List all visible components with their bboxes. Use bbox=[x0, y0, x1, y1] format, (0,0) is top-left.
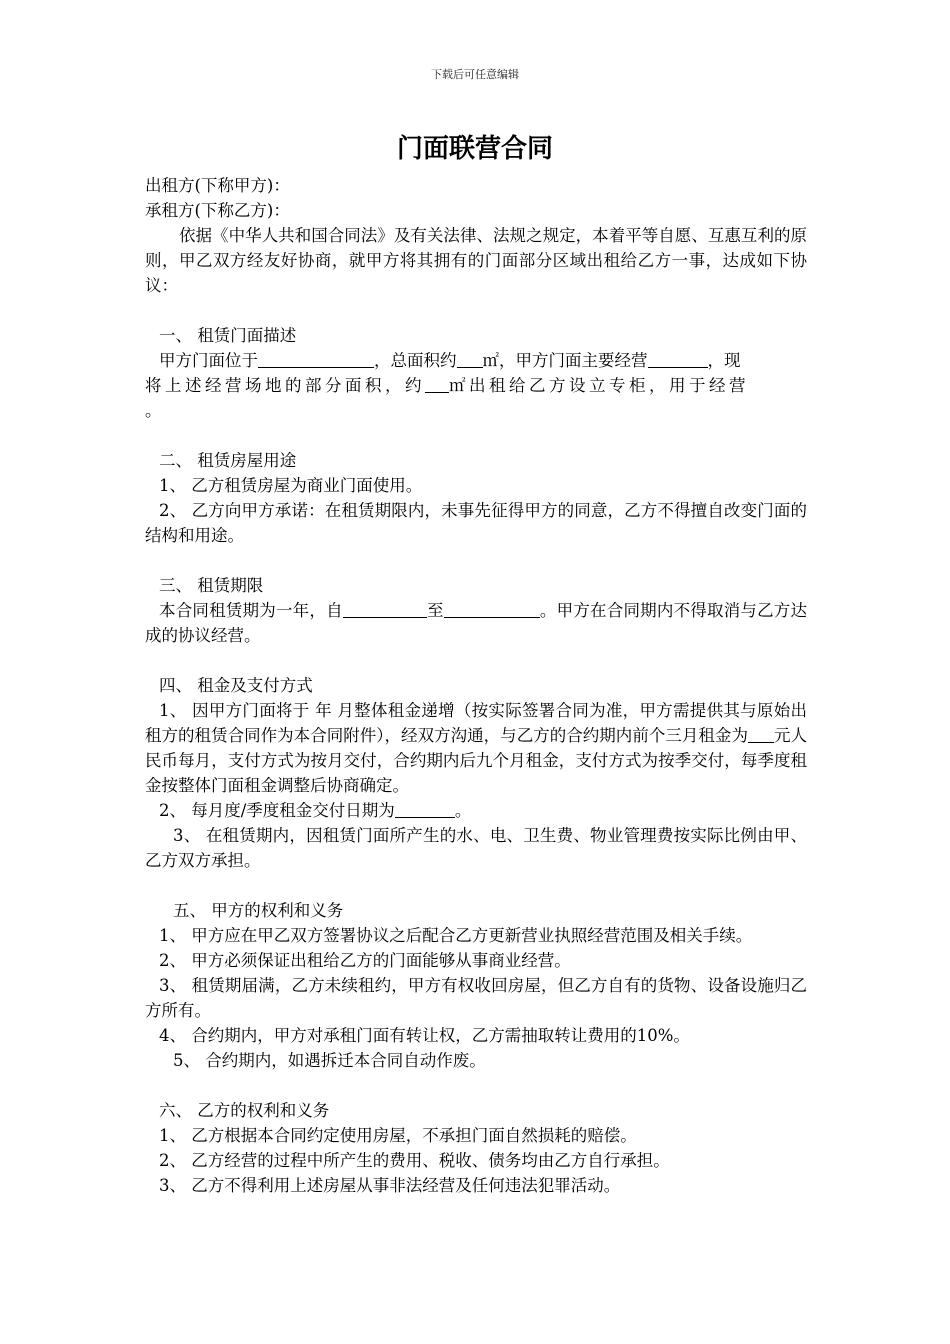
section-6-item-1: 1、 乙方根据本合同约定使用房屋，不承担门面自然损耗的赔偿。 bbox=[159, 1126, 637, 1145]
section-5-heading: 五、 甲方的权利和义务 bbox=[173, 901, 344, 920]
section-4-item-1: 1、 因甲方门面将于 年 月整体租金递增（按实际签署合同为准，甲方需提供其与原始出租方的租赁合同作为本合同附件），经双方沟通，与乙方的合约期内前个三月租金为 元人民币每月，支付方式为按月交付，合约期内后九个月租金，支付方式为按季交付，每季度租金按整体门面租金调整后协商确定。 bbox=[145, 701, 808, 795]
section-4-item-3: 3、 在租赁期内，因租赁门面所产生的水、电、卫生费、物业管理费按实际比例由甲、乙方双方承担。 bbox=[145, 826, 807, 870]
section-5-item-1: 1、 甲方应在甲乙双方签署协议之后配合乙方更新营业执照经营范围及相关手续。 bbox=[159, 926, 753, 945]
end-date-blank bbox=[444, 599, 540, 618]
header-note: 下载后可任意编辑 bbox=[431, 68, 519, 81]
location-blank bbox=[258, 349, 374, 368]
section-6-item-3: 3、 乙方不得利用上述房屋从事非法经营及任何违法犯罪活动。 bbox=[159, 1176, 621, 1195]
monthly-rent-blank bbox=[748, 724, 774, 743]
section-6-item-2: 2、 乙方经营的过程中所产生的费用、税收、债务均由乙方自行承担。 bbox=[159, 1151, 670, 1170]
party-b-line: 承租方(下称乙方)： bbox=[145, 201, 290, 220]
section-4-heading: 四、 租金及支付方式 bbox=[159, 676, 313, 695]
start-date-blank bbox=[343, 599, 427, 618]
contract-body bbox=[145, 173, 807, 1198]
section-6-heading: 六、 乙方的权利和义务 bbox=[159, 1101, 330, 1120]
intro-paragraph: 依据《中华人共和国合同法》及有关法律、法规之规定，本着平等自愿、互惠互利的原则，甲乙双方经友好协商，就甲方将其拥有的门面部分区域出租给乙方一事，达成如下协议： bbox=[145, 226, 807, 295]
section-2-heading: 二、 租赁房屋用途 bbox=[159, 451, 297, 470]
business-blank bbox=[648, 349, 708, 368]
total-area-blank bbox=[457, 349, 483, 368]
section-5-item-4: 4、 合约期内，甲方对承租门面有转让权，乙方需抽取转让费用的10%。 bbox=[159, 1026, 690, 1045]
section-3-paragraph: 本合同租赁期为一年，自 至 。甲方在合同期内不得取消与乙方达成的协议经营。 bbox=[145, 601, 808, 645]
section-4-item-2: 2、 每月度/季度租金交付日期为 。 bbox=[159, 801, 472, 820]
section-3-heading: 三、 租赁期限 bbox=[159, 576, 264, 595]
section-5-item-2: 2、 甲方必须保证出租给乙方的门面能够从事商业经营。 bbox=[159, 951, 571, 970]
rent-area-blank bbox=[425, 374, 449, 393]
contract-title: 门面联营合同 bbox=[396, 134, 553, 164]
section-5-item-5: 5、 合约期内，如遇拆迁本合同自动作废。 bbox=[173, 1051, 486, 1070]
section-1-paragraph: 甲方门面位于 ，总面积约 ㎡，甲方门面主要经营 ，现 将上述经营场地的部分面积，约 ㎡出租给乙方设立专柜，用于经营 。 bbox=[145, 351, 749, 420]
section-1-heading: 一、 租赁门面描述 bbox=[159, 326, 297, 345]
payment-date-blank bbox=[395, 799, 455, 818]
party-a-line: 出租方(下称甲方)： bbox=[145, 176, 290, 195]
section-5-item-3: 3、 租赁期届满，乙方未续租约，甲方有权收回房屋，但乙方自有的货物、设备设施归乙方所有。 bbox=[145, 976, 807, 1020]
section-2-item-2: 2、 乙方向甲方承诺：在租赁期限内，未事先征得甲方的同意，乙方不得擅自改变门面的结构和用途。 bbox=[145, 501, 807, 545]
section-2-item-1: 1、 乙方租赁房屋为商业门面使用。 bbox=[159, 476, 423, 495]
